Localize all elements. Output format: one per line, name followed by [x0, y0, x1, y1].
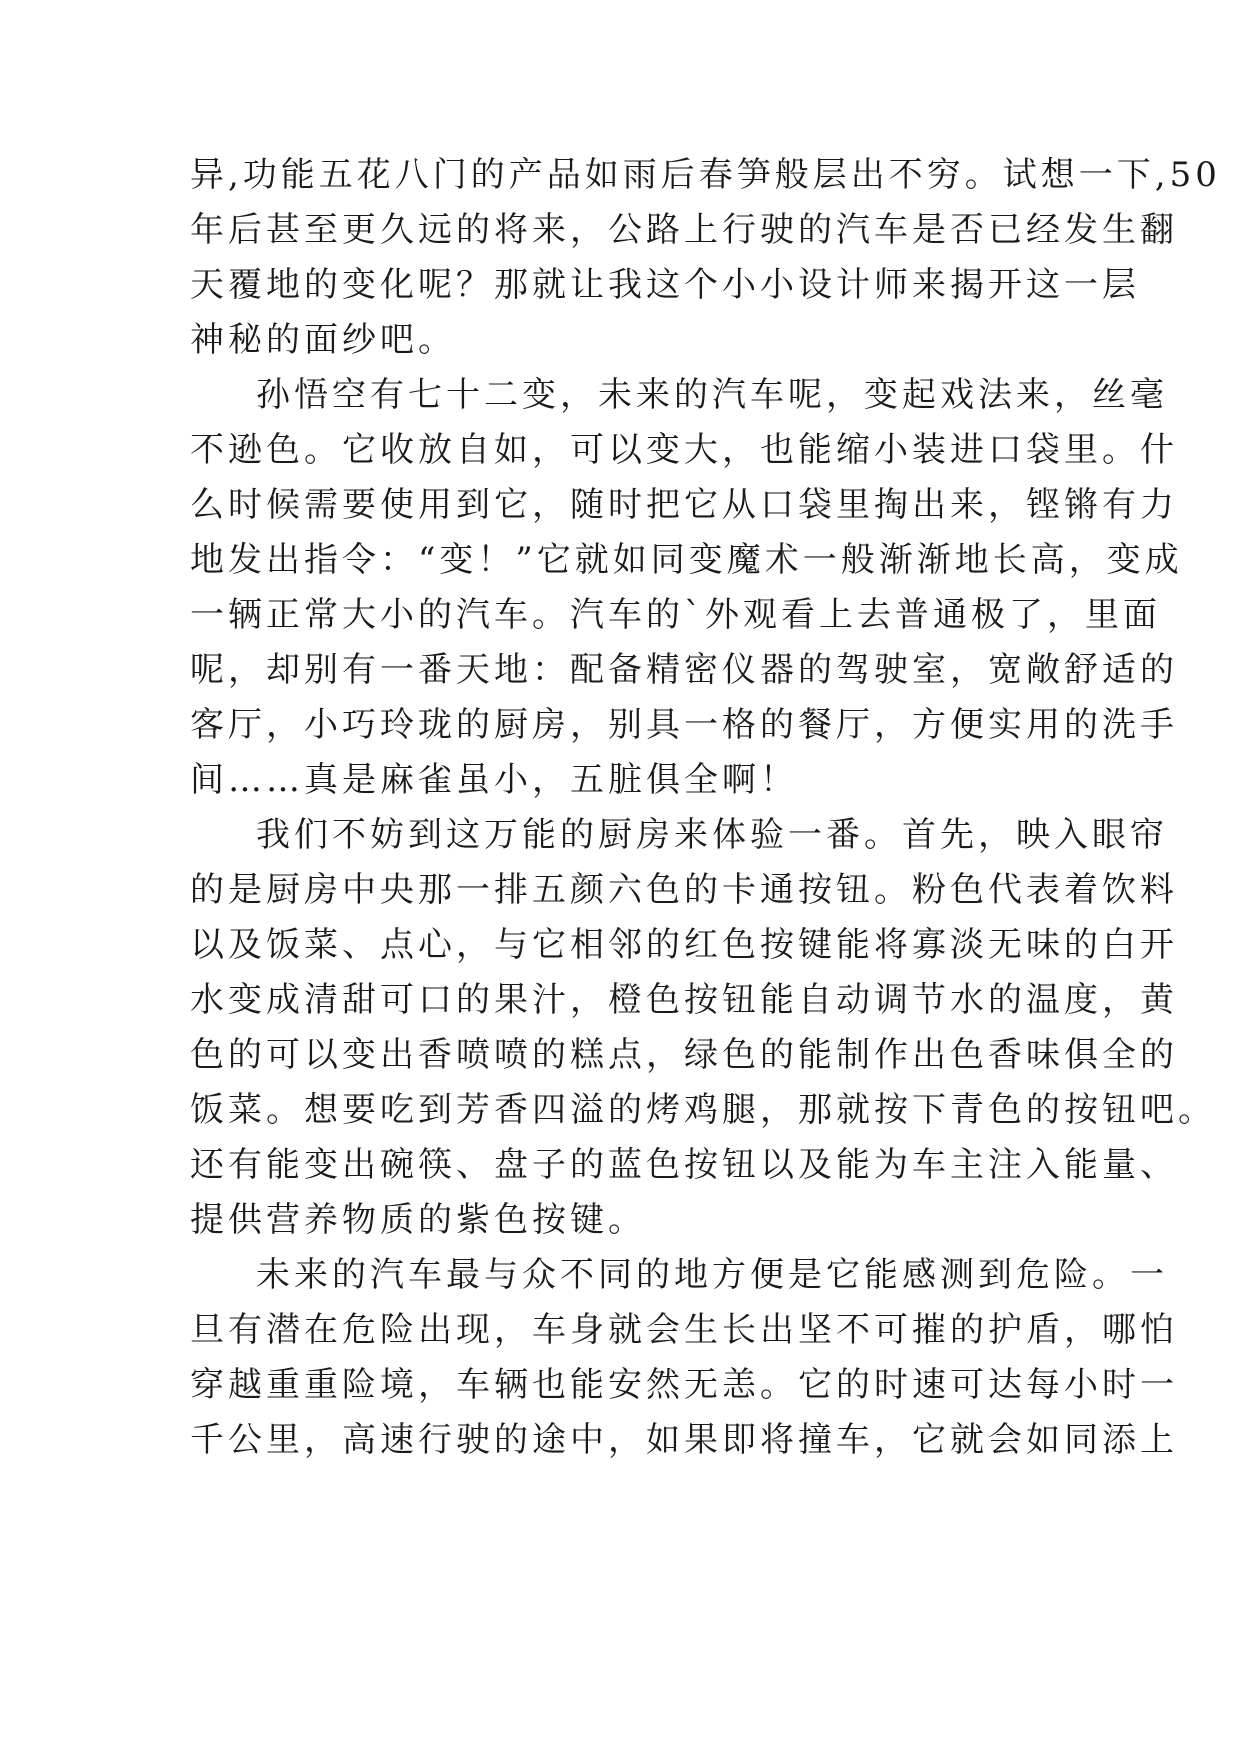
paragraph-first-line: 孙悟空有七十二变，未来的汽车呢，变起戏法来，丝毫 — [256, 375, 1168, 415]
text-line: 么时候需要使用到它，随时把它从口袋里掏出来，铿锵有力 — [190, 485, 1178, 525]
text-line: 神秘的面纱吧。 — [190, 320, 456, 360]
text-line: 间……真是麻雀虽小，五脏俱全啊！ — [190, 760, 798, 800]
text-line: 的是厨房中央那一排五颜六色的卡通按钮。粉色代表着饮料 — [190, 870, 1178, 910]
text-line: 穿越重重险境，车辆也能安然无恙。它的时速可达每小时一 — [190, 1365, 1178, 1405]
text-line: 地发出指令：“变！”它就如同变魔术一般渐渐地长高，变成 — [190, 540, 1183, 580]
text-line: 天覆地的变化呢？那就让我这个小小设计师来揭开这一层 — [190, 265, 1140, 305]
text-line: 旦有潜在危险出现，车身就会生长出坚不可摧的护盾，哪怕 — [190, 1310, 1178, 1350]
paragraph-first-line: 我们不妨到这万能的厨房来体验一番。首先，映入眼帘 — [256, 815, 1168, 855]
text-line: 以及饭菜、点心，与它相邻的红色按键能将寡淡无味的白开 — [190, 925, 1178, 965]
text-line: 不逊色。它收放自如，可以变大，也能缩小装进口袋里。什 — [190, 430, 1178, 470]
text-line: 水变成清甜可口的果汁，橙色按钮能自动调节水的温度，黄 — [190, 980, 1178, 1020]
text-line: 提供营养物质的紫色按键。 — [190, 1200, 646, 1240]
text-line: 客厅，小巧玲珑的厨房，别具一格的餐厅，方便实用的洗手 — [190, 705, 1178, 745]
paragraph-first-line: 未来的汽车最与众不同的地方便是它能感测到危险。一 — [256, 1255, 1168, 1295]
text-line: 一辆正常大小的汽车。汽车的`外观看上去普通极了，里面 — [190, 595, 1161, 635]
text-line: 年后甚至更久远的将来，公路上行驶的汽车是否已经发生翻 — [190, 210, 1178, 250]
text-line: 异,功能五花八门的产品如雨后春笋般层出不穷。试想一下,50 — [190, 155, 1221, 195]
text-line: 千公里，高速行驶的途中，如果即将撞车，它就会如同添上 — [190, 1420, 1178, 1460]
text-line: 呢，却别有一番天地：配备精密仪器的驾驶室，宽敞舒适的 — [190, 650, 1178, 690]
text-line: 色的可以变出香喷喷的糕点，绿色的能制作出色香味俱全的 — [190, 1035, 1178, 1075]
text-line: 还有能变出碗筷、盘子的蓝色按钮以及能为车主注入能量、 — [190, 1145, 1178, 1185]
text-line: 饭菜。想要吃到芳香四溢的烤鸡腿，那就按下青色的按钮吧。 — [190, 1090, 1216, 1130]
